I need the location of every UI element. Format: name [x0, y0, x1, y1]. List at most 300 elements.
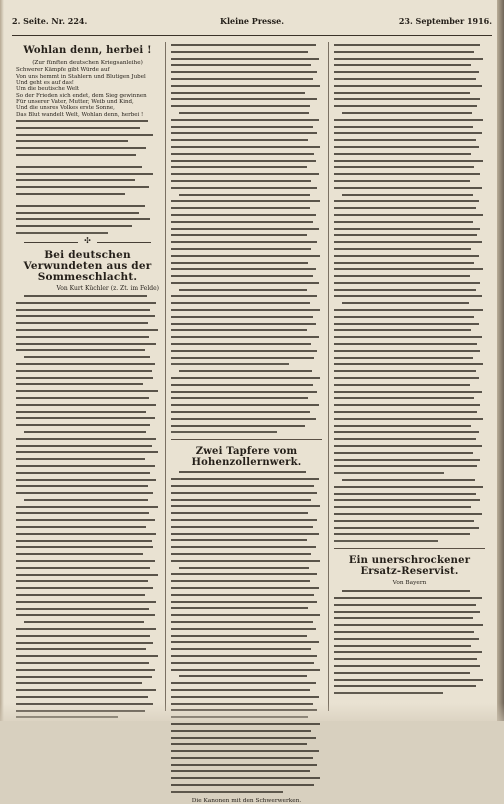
text-line — [16, 676, 152, 678]
text-line — [16, 533, 156, 535]
text-line — [171, 519, 317, 521]
text-line — [24, 431, 146, 433]
text-line — [334, 431, 479, 433]
text-line — [16, 608, 149, 610]
text-line — [179, 370, 312, 372]
text-line — [334, 248, 471, 250]
middle-article-title: Zwei Tapfere vom Hohenzollernwerk. — [191, 446, 302, 468]
text-line — [171, 587, 319, 589]
middle-closing-note: Die Kanonen mit den Schwerwerken. — [191, 797, 302, 804]
text-line — [342, 112, 472, 114]
text-line — [16, 546, 153, 548]
text-line — [334, 604, 476, 606]
text-line — [171, 126, 313, 128]
text-line — [334, 139, 476, 141]
text-line — [171, 757, 313, 759]
text-line — [171, 404, 319, 406]
text-line — [334, 527, 479, 529]
text-line — [171, 85, 320, 87]
text-line — [334, 295, 482, 297]
text-line — [24, 499, 148, 501]
poem-line: Von uns hemmt in Stahlern und Blutigen Jubel — [16, 73, 146, 80]
text-line — [171, 153, 314, 155]
text-line — [334, 651, 482, 653]
text-line — [171, 316, 313, 318]
scan-bottom-fade — [0, 703, 504, 721]
text-line — [334, 255, 479, 257]
text-line — [334, 685, 476, 687]
text-line — [171, 573, 317, 575]
page-number: 2. Seite. Nr. 224. — [12, 16, 88, 26]
text-line — [16, 458, 145, 460]
text-line — [16, 179, 135, 181]
text-line — [171, 505, 320, 507]
text-line — [171, 791, 283, 793]
text-line — [16, 309, 150, 311]
text-line — [334, 214, 483, 216]
text-line — [171, 309, 320, 311]
text-line — [171, 730, 311, 732]
text-line — [171, 51, 308, 53]
right-article-title: Ein unerschrockener Ersatz-Reservist. — [348, 555, 471, 577]
text-line — [171, 594, 314, 596]
text-line — [16, 329, 158, 331]
text-line — [171, 173, 319, 175]
text-line — [334, 71, 479, 73]
text-line — [171, 377, 320, 379]
text-line — [171, 431, 277, 433]
text-line — [342, 590, 470, 592]
text-line — [171, 614, 320, 616]
text-line — [334, 425, 471, 427]
text-line — [179, 289, 307, 291]
text-line — [16, 127, 140, 129]
text-line — [334, 452, 473, 454]
text-line — [16, 662, 149, 664]
text-line — [334, 85, 482, 87]
poem-title: Wohlan denn, herbei ! — [23, 45, 152, 56]
poem-line: Und geht es auf das! — [16, 80, 74, 87]
right-column — [334, 42, 485, 711]
text-line — [171, 248, 311, 250]
text-line — [16, 397, 149, 399]
text-line — [171, 132, 317, 134]
text-line — [16, 445, 152, 447]
text-line — [171, 343, 311, 345]
text-line — [16, 322, 148, 324]
text-line — [16, 526, 146, 528]
text-line — [16, 147, 146, 149]
text-line — [334, 241, 482, 243]
poem-line: Um die beutische Welt — [16, 86, 80, 93]
text-line — [179, 675, 307, 677]
text-line — [16, 390, 158, 392]
text-line — [171, 329, 307, 331]
author-name: Von Kurt Küchler — [56, 284, 109, 292]
text-line — [334, 611, 480, 613]
text-line — [16, 173, 153, 175]
text-line — [171, 737, 316, 739]
text-line — [16, 302, 156, 304]
text-line — [171, 621, 313, 623]
text-line — [334, 268, 483, 270]
text-line — [171, 323, 316, 325]
text-line — [334, 638, 479, 640]
text-line — [16, 377, 153, 379]
text-line — [16, 336, 149, 338]
text-line — [171, 546, 316, 548]
text-line — [171, 180, 311, 182]
text-line — [171, 98, 317, 100]
text-line — [171, 723, 320, 725]
article-author — [16, 285, 159, 292]
text-line — [16, 648, 146, 650]
text-line — [334, 180, 470, 182]
text-line — [16, 506, 158, 508]
right-article-note: Von Bayern — [392, 580, 427, 587]
text-line — [16, 154, 136, 156]
text-line — [16, 370, 152, 372]
text-line — [16, 232, 108, 234]
poem-subtitle: (Zur fünften deutschen Kriegsanleihe) — [32, 59, 143, 66]
text-line — [334, 343, 477, 345]
text-line — [171, 302, 310, 304]
text-line — [171, 539, 307, 541]
text-line — [334, 126, 473, 128]
text-line — [334, 262, 474, 264]
text-line — [334, 234, 477, 236]
text-line — [16, 642, 153, 644]
text-line — [16, 343, 156, 345]
text-line — [334, 493, 476, 495]
text-line — [171, 221, 313, 223]
text-line — [16, 540, 152, 542]
text-line — [334, 506, 471, 508]
text-line — [334, 411, 477, 413]
text-line — [171, 357, 314, 359]
text-line — [16, 485, 148, 487]
poem-line: Das Blut wandelt Welt, Wohlan denn, herbei ! — [16, 111, 144, 118]
text-line — [171, 160, 316, 162]
text-line — [171, 682, 316, 684]
text-line — [171, 411, 310, 413]
text-line — [171, 696, 319, 698]
text-line — [171, 777, 320, 779]
text-line — [334, 119, 483, 121]
text-line — [334, 624, 483, 626]
text-line — [171, 234, 307, 236]
text-line — [334, 160, 483, 162]
text-line — [334, 679, 483, 681]
text-line — [334, 645, 471, 647]
text-line — [16, 682, 142, 684]
text-line — [334, 98, 480, 100]
text-line — [16, 614, 155, 616]
text-line — [334, 404, 480, 406]
text-line — [171, 669, 320, 671]
text-line — [171, 580, 310, 582]
text-line — [171, 200, 320, 202]
article-separator — [334, 548, 485, 549]
text-line — [16, 186, 149, 188]
text-line — [334, 465, 477, 467]
text-line — [334, 228, 480, 230]
text-line — [16, 349, 145, 351]
text-line — [171, 64, 311, 66]
text-line — [16, 580, 148, 582]
text-line — [16, 512, 149, 514]
text-line — [334, 513, 482, 515]
text-line — [171, 526, 313, 528]
text-line — [171, 275, 313, 277]
text-line — [171, 146, 320, 148]
text-line — [171, 607, 308, 609]
text-line — [16, 567, 150, 569]
text-line — [16, 212, 139, 214]
text-line — [179, 194, 310, 196]
text-line — [171, 533, 319, 535]
text-line — [16, 404, 156, 406]
text-line — [171, 425, 305, 427]
text-line — [171, 363, 289, 365]
text-line — [334, 391, 482, 393]
text-line — [171, 166, 307, 168]
text-line — [171, 750, 319, 752]
text-line — [334, 187, 482, 189]
text-line — [171, 499, 311, 501]
text-line — [334, 363, 483, 365]
text-line — [16, 655, 158, 657]
text-line — [24, 356, 150, 358]
text-line — [171, 295, 317, 297]
text-line — [171, 784, 314, 786]
text-line — [334, 64, 471, 66]
article-body — [16, 295, 159, 718]
text-line — [334, 499, 480, 501]
text-line — [334, 200, 479, 202]
text-line — [171, 485, 314, 487]
text-line — [334, 329, 471, 331]
right-upper-article — [334, 44, 485, 542]
text-line — [334, 533, 470, 535]
text-line — [171, 92, 305, 94]
text-line — [179, 471, 306, 473]
text-line — [16, 193, 125, 195]
text-line — [334, 92, 470, 94]
poem-body — [16, 120, 159, 234]
text-line — [24, 295, 147, 297]
text-line — [16, 411, 146, 413]
text-line — [16, 669, 155, 671]
text-line — [171, 105, 310, 107]
text-line — [334, 692, 443, 694]
newspaper-title: Kleine Presse. — [219, 16, 284, 26]
text-line — [334, 153, 471, 155]
text-line — [334, 486, 483, 488]
text-line — [334, 166, 474, 168]
text-line — [334, 418, 483, 420]
column-divider-right — [328, 42, 329, 711]
right-lower-article — [334, 590, 485, 694]
poem-line: Schwerer Kämpfe gibt Würde auf — [16, 67, 110, 74]
text-line — [16, 225, 132, 227]
text-line — [171, 187, 317, 189]
text-line — [16, 465, 155, 467]
scan-edge-shadow — [497, 0, 504, 721]
text-line — [334, 397, 474, 399]
poem-line: Und die unsres Volkes erste Sonne, — [16, 105, 115, 112]
text-line — [334, 282, 480, 284]
text-line — [334, 617, 473, 619]
article-title: Bei deutschen Verwundeten aus der Sommeschlacht. — [23, 248, 152, 283]
text-line — [16, 472, 150, 474]
text-line — [16, 205, 145, 207]
text-line — [16, 574, 158, 576]
text-line — [16, 424, 150, 426]
text-line — [334, 275, 470, 277]
text-line — [334, 631, 474, 633]
text-line — [334, 44, 480, 46]
text-line — [16, 594, 145, 596]
text-line — [171, 262, 308, 264]
text-line — [171, 560, 320, 562]
text-line — [334, 658, 477, 660]
text-line — [16, 120, 148, 122]
scan-binding-shadow — [0, 0, 4, 721]
text-line — [171, 655, 317, 657]
text-line — [334, 540, 438, 542]
text-line — [16, 363, 155, 365]
text-line — [171, 743, 307, 745]
text-line — [334, 146, 479, 148]
text-line — [16, 560, 155, 562]
text-line — [16, 479, 156, 481]
text-line — [171, 71, 317, 73]
text-line — [171, 255, 320, 257]
middle-upper-article — [171, 44, 322, 433]
text-line — [171, 662, 314, 664]
text-line — [171, 391, 317, 393]
text-line — [334, 377, 479, 379]
text-line — [334, 459, 480, 461]
text-line — [334, 207, 476, 209]
text-line — [334, 370, 476, 372]
text-line — [16, 519, 155, 521]
text-line — [171, 478, 319, 480]
text-line — [171, 119, 319, 121]
text-line — [171, 336, 319, 338]
text-line — [171, 241, 317, 243]
text-line — [171, 553, 311, 555]
text-line — [171, 58, 319, 60]
text-line — [171, 78, 313, 80]
text-line — [342, 302, 469, 304]
text-line — [171, 635, 307, 637]
author-detail: (z. Zt. im Felde) — [110, 284, 159, 292]
text-line — [179, 567, 309, 569]
text-line — [171, 764, 317, 766]
text-line — [334, 597, 482, 599]
text-line — [16, 451, 158, 453]
text-line — [16, 140, 128, 142]
text-line — [334, 78, 476, 80]
text-line — [334, 316, 474, 318]
text-line — [171, 648, 311, 650]
text-line — [179, 112, 309, 114]
text-line — [16, 696, 148, 698]
text-line — [16, 315, 155, 317]
text-line — [334, 357, 473, 359]
text-line — [16, 417, 155, 419]
page-header — [12, 9, 492, 36]
text-line — [171, 282, 319, 284]
text-line — [334, 132, 482, 134]
text-line — [334, 105, 477, 107]
text-line — [16, 492, 153, 494]
text-line — [16, 587, 153, 589]
text-line — [16, 166, 142, 168]
text-line — [16, 438, 156, 440]
text-line — [334, 58, 483, 60]
text-line — [334, 520, 474, 522]
text-line — [16, 134, 153, 136]
text-line — [171, 628, 316, 630]
text-line — [171, 770, 310, 772]
article-separator — [171, 439, 322, 440]
text-line — [171, 228, 319, 230]
middle-column — [171, 42, 322, 804]
text-line — [334, 672, 470, 674]
text-line — [171, 44, 316, 46]
text-line — [334, 173, 480, 175]
text-line — [171, 397, 308, 399]
text-line — [334, 51, 474, 53]
text-line — [334, 323, 479, 325]
text-line — [334, 350, 480, 352]
poem-line: Für unserer Vater, Mutter, Weib und Kind, — [16, 99, 134, 106]
text-line — [334, 472, 444, 474]
text-line — [171, 512, 308, 514]
text-line — [334, 221, 473, 223]
text-line — [334, 289, 476, 291]
text-line — [24, 621, 144, 623]
text-line — [16, 635, 150, 637]
issue-date: 23. September 1916. — [398, 16, 492, 26]
column-divider-left — [165, 42, 166, 711]
text-line — [171, 207, 310, 209]
text-line — [16, 553, 143, 555]
ornamental-divider: ✣ — [16, 239, 159, 246]
text-line — [171, 601, 317, 603]
text-line — [334, 336, 482, 338]
text-line — [171, 268, 316, 270]
text-line — [16, 383, 143, 385]
left-column — [16, 42, 159, 711]
text-line — [171, 418, 316, 420]
text-line — [171, 492, 317, 494]
text-line — [171, 689, 310, 691]
text-line — [334, 445, 482, 447]
text-line — [342, 479, 475, 481]
text-line — [16, 218, 150, 220]
text-line — [171, 139, 308, 141]
text-line — [171, 641, 319, 643]
poem-line: So der Frieden sich endet, dem Sieg gewinnen — [16, 92, 147, 99]
text-line — [16, 689, 156, 691]
text-line — [16, 601, 156, 603]
text-line — [171, 350, 317, 352]
text-line — [334, 309, 483, 311]
